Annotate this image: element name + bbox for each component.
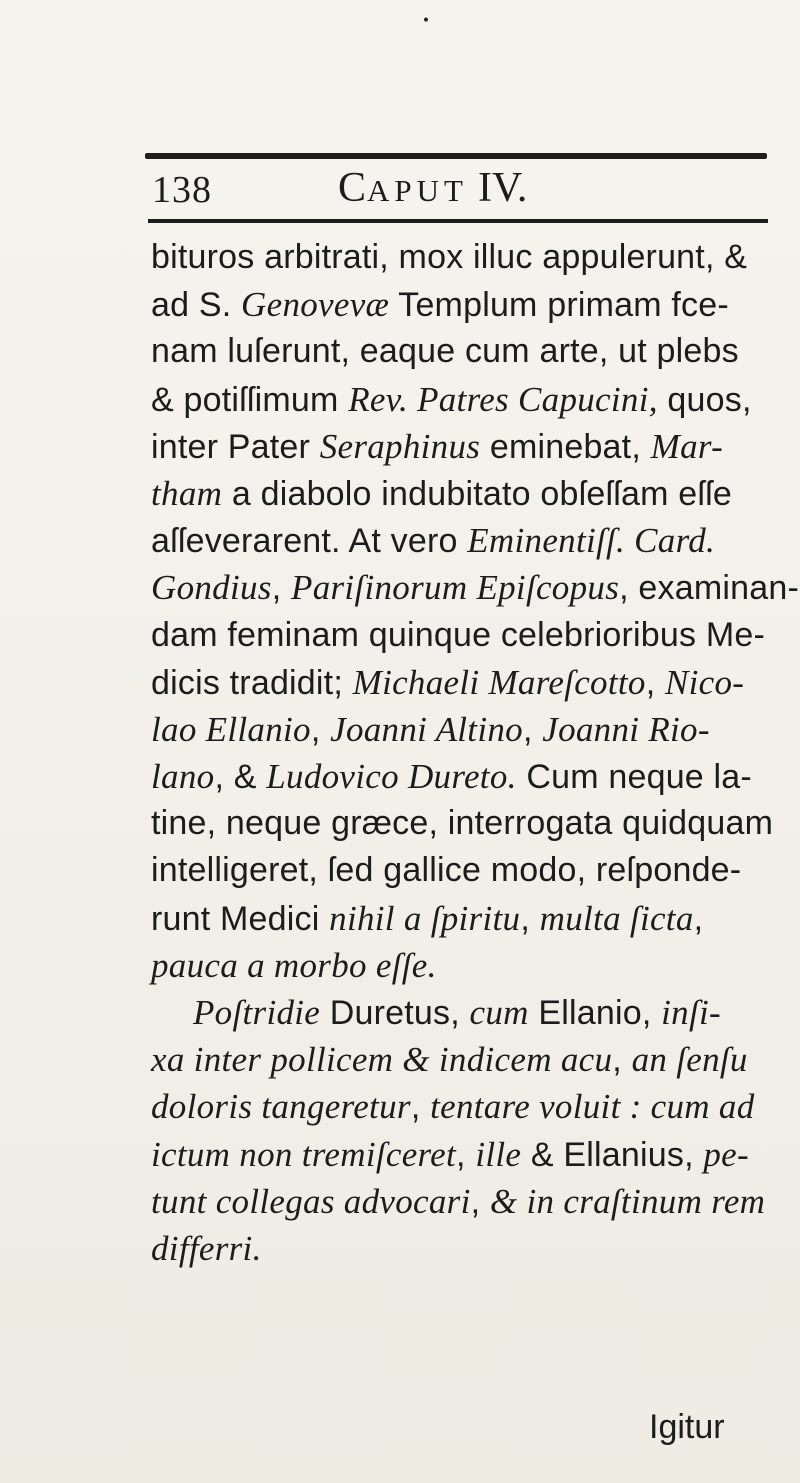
header-bottom-rule (148, 219, 768, 223)
text-run: , (693, 899, 704, 938)
text-run: , (410, 1088, 431, 1127)
text-run: & potiſſimum (151, 380, 349, 419)
catchword: Igitur (649, 1408, 725, 1446)
italic-run: ictum non tremiſceret (151, 1134, 457, 1174)
text-line-13: tine, neque græce, interrogata quidquam (151, 804, 774, 843)
text-run: , (271, 569, 292, 608)
italic-run: tunt collegas advocari (151, 1181, 471, 1221)
italic-run: Gondius (151, 568, 272, 608)
running-head (338, 164, 527, 215)
text-line-3: nam luſerunt, eaque cum arte, ut plebs (151, 332, 739, 371)
text-run: inter Pater (151, 427, 320, 466)
text-line-20 (151, 1131, 773, 1178)
text-run: eminebat, (480, 427, 651, 466)
page-header (150, 164, 767, 214)
italic-run: tham (151, 473, 223, 513)
text-line-1: bituros arbitrati, mox illuc appulerunt, & (151, 238, 748, 276)
italic-run: Rev. Patres Capucini, (348, 379, 658, 419)
text-line-16 (151, 942, 773, 989)
text-line-5 (151, 423, 773, 470)
text-line-12 (151, 753, 773, 800)
text-line-7 (151, 517, 773, 564)
running-head-initial: C (338, 165, 368, 211)
text-run: Templum primam fce- (389, 286, 729, 325)
italic-run: cum (469, 993, 529, 1032)
running-head-word: APUT (367, 173, 468, 208)
italic-run: xa inter pollicem & indicem acu (151, 1040, 613, 1080)
italic-run: pauca a morbo eſſe. (151, 945, 437, 985)
italic-run: multa ſicta (539, 898, 694, 938)
text-run: , & (214, 758, 267, 797)
text-run: Cum neque la- (516, 758, 752, 797)
italic-run: Pariſinorum Epiſcopus (291, 568, 620, 608)
chapter-numeral: IV. (477, 165, 528, 211)
text-line-2 (151, 281, 773, 328)
text-run: , (645, 663, 665, 702)
italic-run: Nico- (664, 662, 745, 702)
italic-run: differri. (151, 1228, 262, 1268)
text-line-6 (151, 470, 773, 517)
text-run: dicis tradidit; (151, 663, 353, 702)
italic-run: & in craſtinum rem (489, 1181, 766, 1221)
text-line-4 (151, 376, 773, 423)
italic-run: Joanni Rio- (542, 709, 710, 749)
italic-run: lano (151, 757, 215, 797)
text-run: , (470, 1182, 490, 1221)
text-run: , (456, 1135, 476, 1174)
text-line-9: dam feminam quinque celebrioribus Me- (151, 615, 766, 654)
italic-run: nihil a ſpiritu (329, 898, 521, 938)
text-run: , (522, 710, 543, 749)
italic-run: Seraphinus (319, 426, 481, 466)
body-text (151, 234, 799, 1272)
ink-mark: • (421, 13, 431, 29)
italic-run: tentare voluit : cum ad (430, 1087, 755, 1127)
text-line-14: intelligeret, ſed gallice modo, reſponde- (151, 851, 742, 890)
text-line-11 (151, 706, 773, 753)
text-line-22 (151, 1225, 773, 1272)
text-run: , (310, 710, 331, 749)
text-run: quos, (657, 380, 752, 419)
text-run: a diabolo indubitato obſeſſam eſſe (222, 474, 732, 513)
italic-run: Ludovico Dureto. (266, 757, 517, 797)
header-top-rule (145, 153, 767, 159)
italic-run: Joanni Altino (330, 709, 523, 749)
text-line-19 (151, 1083, 773, 1130)
text-line-18 (151, 1036, 773, 1083)
text-line-21 (151, 1178, 773, 1225)
italic-run: ille (475, 1134, 522, 1174)
italic-run: Mar- (650, 426, 724, 466)
text-line-10 (151, 659, 773, 706)
italic-run: Eminentiſſ. Card. (467, 521, 716, 561)
page-number: 138 (152, 169, 212, 211)
text-line-15 (151, 895, 773, 942)
italic-run: inſi- (661, 993, 721, 1032)
text-line-17 (151, 989, 773, 1036)
italic-run: an ſenſu (631, 1040, 748, 1080)
text-run: ad S. (151, 286, 242, 325)
text-run: , (612, 1041, 632, 1080)
italic-run: Genovevæ (241, 285, 390, 325)
text-run: aſſeverarent. At vero (151, 522, 468, 561)
text-line-8 (151, 564, 799, 611)
text-run: & Ellanius, (521, 1135, 704, 1174)
italic-run: pe- (703, 1134, 749, 1174)
italic-run: Michaeli Mareſcotto (352, 662, 646, 702)
text-run: Duretus, (320, 994, 470, 1032)
text-run: runt Medici (151, 899, 330, 938)
text-run: , examinan- (619, 569, 799, 608)
italic-run: doloris tangeretur (151, 1087, 411, 1127)
italic-run: Poſtridie (193, 993, 321, 1032)
text-run: , (520, 899, 540, 938)
text-run: Ellanio, (528, 994, 662, 1032)
italic-run: lao Ellanio (151, 709, 311, 749)
